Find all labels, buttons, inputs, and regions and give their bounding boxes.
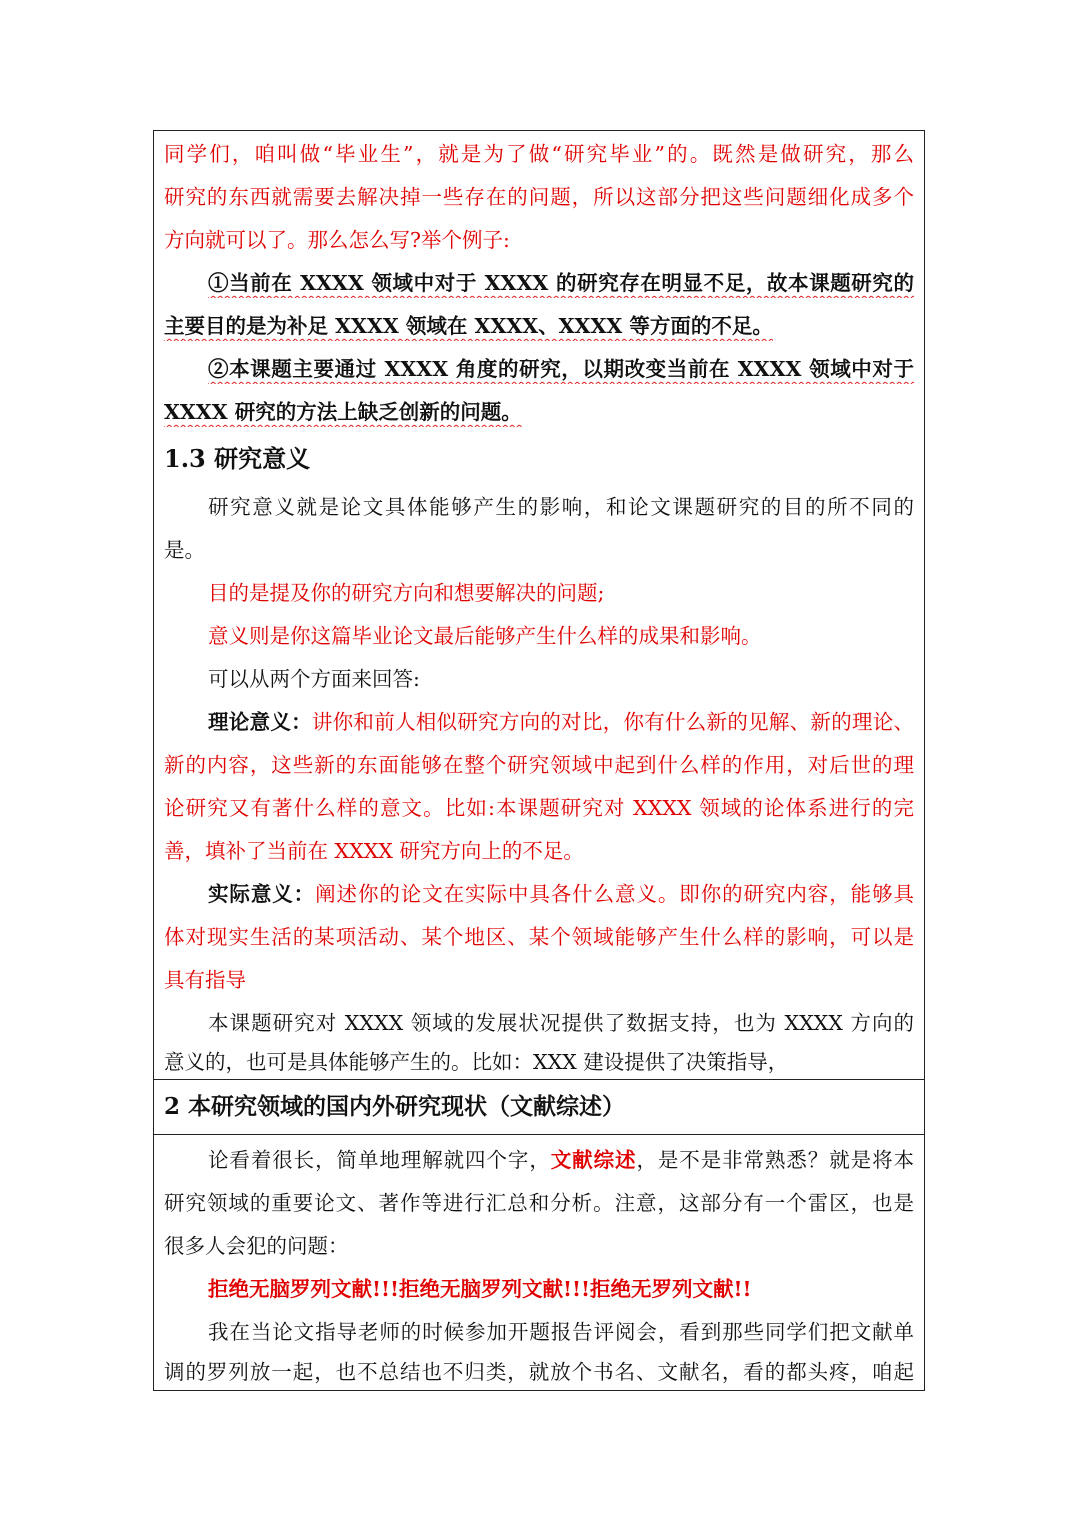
theory-line-3: 论研究又有著什么样的意文。比如:本课题研究对 XXXX 领域的论体系进行的完 xyxy=(164,796,914,820)
intro-line-3: 方向就可以了。那么怎么写?举个例子: xyxy=(164,228,510,252)
literature-review-heading-cell xyxy=(154,1080,924,1135)
significance-line: 意义则是你这篇毕业论文最后能够产生什么样的成果和影响。 xyxy=(208,624,762,648)
example-1-text-1: ①当前在 XXXX 领域中对于 XXXX 的研究存在明显不足，故本课题研究的 xyxy=(208,271,914,295)
theory-line-1 xyxy=(208,707,914,737)
story-line-1: 我在当论文指导老师的时候参加开题报告评阅会，看到那些同学们把文献单 xyxy=(208,1320,914,1344)
purpose-line: 目的是提及你的研究方向和想要解决的问题; xyxy=(208,581,605,605)
closing-line-1: 本课题研究对 XXXX 领域的发展状况提供了数据支持，也为 XXXX 方向的 xyxy=(208,1011,914,1035)
example-1-line-2 xyxy=(164,311,914,341)
practical-line-3: 具有指导 xyxy=(164,968,246,992)
example-2-line-1 xyxy=(208,354,914,384)
review-line-1 xyxy=(208,1145,914,1175)
example-2-text-1: ②本课题主要通过 XXXX 角度的研究，以期改变当前在 XXXX 领域中对于 xyxy=(208,357,914,381)
meaning-line-2: 是。 xyxy=(164,538,205,562)
two-aspects-line: 可以从两个方面来回答: xyxy=(208,667,420,691)
meaning-line-1: 研究意义就是论文具体能够产生的影响，和论文课题研究的目的所不同的 xyxy=(208,495,914,519)
example-2-line-2 xyxy=(164,397,914,427)
example-1-line-1 xyxy=(208,268,914,298)
review-highlight: 文献综述 xyxy=(550,1148,637,1172)
literature-review-cell xyxy=(154,1135,924,1392)
closing-line-2: 意义的，也可是具体能够产生的。比如：XXX 建设提供了决策指导， xyxy=(164,1050,789,1074)
review-text-1a: 论看着很长，简单地理解就四个字， xyxy=(208,1148,551,1172)
review-line-3: 很多人会犯的问题： xyxy=(164,1234,349,1258)
intro-line-1: 同学们，咱叫做“毕业生”，就是为了做“研究毕业”的。既然是做研究，那么 xyxy=(164,142,914,166)
research-purpose-cell xyxy=(154,131,924,1080)
practical-line-1 xyxy=(208,879,914,909)
warning-line: 拒绝无脑罗列文献!!!拒绝无脑罗列文献!!!拒绝无罗列文献!! xyxy=(208,1277,752,1301)
theory-line-2: 新的内容，这些新的东面能够在整个研究领域中起到什么样的作用，对后世的理 xyxy=(164,753,914,777)
example-1-text-2: 主要目的是为补足 XXXX 领域在 XXXX、XXXX 等方面的不足。 xyxy=(164,314,773,338)
story-line-2: 调的罗列放一起，也不总结也不归类，就放个书名、文献名，看的都头疼，咱起 xyxy=(164,1360,914,1384)
review-line-2: 研究领域的重要论文、著作等进行汇总和分析。注意，这部分有一个雷区，也是 xyxy=(164,1191,914,1215)
review-text-1b: ，是不是非常熟悉？就是将本 xyxy=(636,1148,914,1172)
practical-text-1: 阐述你的论文在实际中具各什么意义。即你的研究内容，能够具 xyxy=(315,882,914,906)
theory-label: 理论意义： xyxy=(208,710,312,734)
section-heading-1-3: 1.3 研究意义 xyxy=(164,444,311,473)
document-table xyxy=(153,130,925,1391)
intro-line-2: 研究的东西就需要去解决掉一些存在的问题，所以这部分把这些问题细化成多个 xyxy=(164,185,914,209)
theory-line-4: 善，填补了当前在 XXXX 研究方向上的不足。 xyxy=(164,839,584,863)
example-2-text-2: XXXX 研究的方法上缺乏创新的问题。 xyxy=(164,400,522,424)
practical-label: 实际意义： xyxy=(208,882,316,906)
section-heading-2: 2 本研究领域的国内外研究现状（文献综述） xyxy=(164,1093,626,1120)
practical-line-2: 体对现实生活的某项活动、某个地区、某个领域能够产生什么样的影响，可以是 xyxy=(164,925,914,949)
theory-text-1: 讲你和前人相似研究方向的对比，你有什么新的见解、新的理论、 xyxy=(311,710,914,734)
